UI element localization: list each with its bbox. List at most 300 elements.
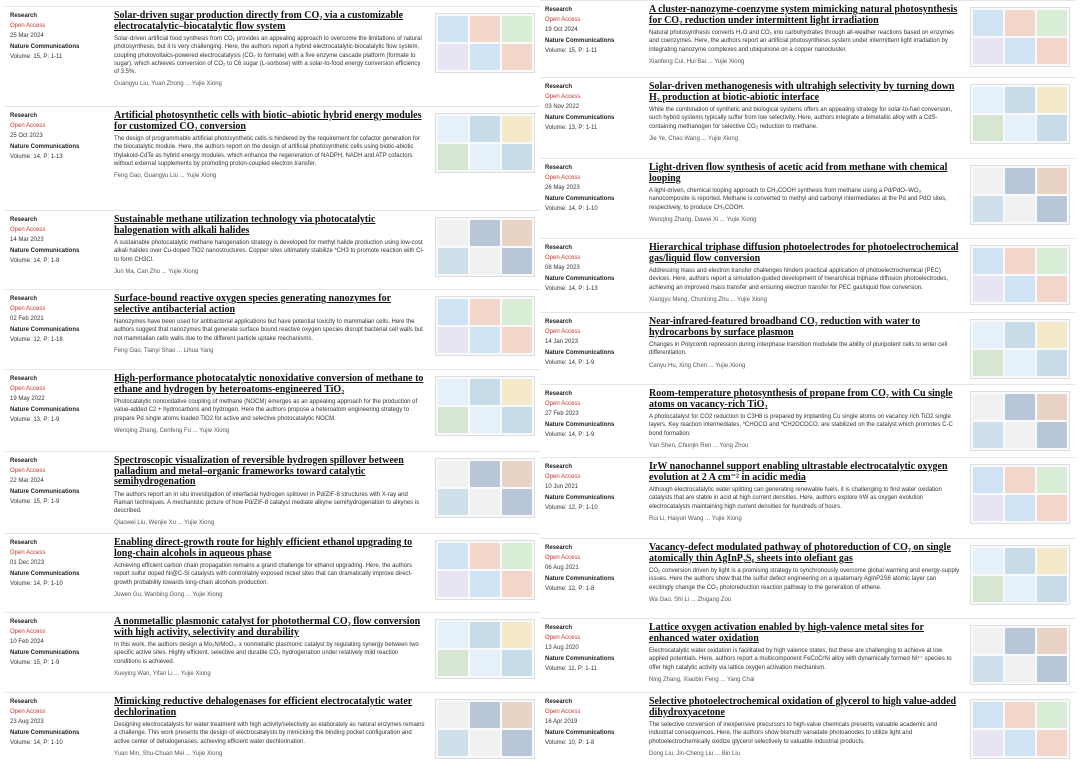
article-abstract: Achieving efficient carbon chain propagation remains a grand challenge for ethanol upgrading. Here, the authors report sulfur doped Ni@C-Si catalysts with controllably exposed nickel sites that can dramatically improve direct-growth probability towards long-chain alcohols production.: [114, 563, 413, 586]
article-thumbnail[interactable]: [435, 113, 535, 173]
thumbnail-figure-panel: [438, 327, 468, 353]
article-abstract: Natural photosynthesis converts H₂O and CO₂ into carbohydrates through all-weather reactions based on enzymes and coenzymes. Here, the authors report an artificial photosynthesis system under intermittent light irradiation by integrating nanozyme complexes and ubiquinone on a copper nanocluster.: [649, 30, 955, 53]
thumbnail-figure-panel: [1005, 115, 1035, 141]
article-type: Research: [10, 619, 38, 625]
journal-name[interactable]: Nature Communications: [545, 494, 615, 501]
article-title-link[interactable]: IrW nanochannel support enabling ultrastable electrocatalytic oxygen evolution at 2 A cm⁻² in acidic media: [649, 461, 948, 483]
right-article-entry: [540, 0, 1075, 65]
thumbnail-figure-panel: [1005, 548, 1035, 574]
publish-date: 16 Apr 2019: [545, 719, 578, 726]
article-title-link[interactable]: Artificial photosynthetic cells with biotic–abiotic hybrid energy modules for customized CO₂ conversion: [114, 110, 422, 132]
thumbnail-figure-panel: [502, 248, 532, 274]
volume-info: Volume: 14, P: 1-10: [545, 205, 598, 212]
thumbnail-figure-panel: [973, 87, 1003, 113]
article-abstract: Designing electrocatalysts for water treatment with high activity/selectivity as elaborately as natural enzymes remains a challenge. This work presents the design of electrocatalysts by mimicking the binding pocket configuration and active center of dehalogenases, achieving efficient water dechlorination.: [114, 722, 425, 745]
article-type: Research: [10, 113, 38, 119]
thumbnail-figure-panel: [1037, 730, 1067, 756]
article-title-link[interactable]: Enabling direct-growth route for highly efficient ethanol upgrading to long-chain alcohols in aqueous phase: [114, 537, 413, 559]
journal-name[interactable]: Nature Communications: [10, 326, 80, 333]
article-thumbnail[interactable]: [970, 391, 1070, 451]
left-article-entry: [5, 210, 540, 275]
thumbnail-figure-panel: [1005, 656, 1035, 682]
open-access-badge[interactable]: Open Access: [545, 635, 581, 642]
journal-name[interactable]: Nature Communications: [545, 575, 615, 582]
article-authors: Yan Shen, Chunjin Ren ... Yong Zhou: [649, 442, 749, 449]
thumbnail-figure-panel: [973, 730, 1003, 756]
volume-info: Volume: 14, P: 1-8: [10, 257, 60, 264]
article-body: [649, 5, 962, 65]
article-thumbnail[interactable]: [435, 699, 535, 759]
journal-name[interactable]: Nature Communications: [10, 649, 80, 656]
article-title-link[interactable]: Light-driven flow synthesis of acetic acid from methane with chemical looping: [649, 162, 948, 184]
thumbnail-figure-panel: [502, 379, 532, 405]
article-authors: Wenqing Zhang, Dawei Xi ... Yujie Xiong: [649, 216, 757, 223]
journal-name[interactable]: Nature Communications: [545, 421, 615, 428]
article-meta: [10, 617, 110, 668]
article-thumbnail[interactable]: [435, 13, 535, 73]
thumbnail-figure-panel: [1037, 10, 1067, 36]
thumbnail-figure-panel: [438, 379, 468, 405]
left-article-entry: [5, 369, 540, 434]
thumbnail-figure-panel: [438, 571, 468, 597]
publish-date: 19 May 2022: [10, 396, 45, 403]
article-authors: Jun Ma, Can Zhu ... Yujie Xiong: [114, 268, 199, 275]
article-body: [649, 317, 962, 369]
thumbnail-figure-panel: [1037, 656, 1067, 682]
article-thumbnail[interactable]: [435, 458, 535, 518]
thumbnail-figure-panel: [1037, 628, 1067, 654]
thumbnail-figure-panel: [973, 495, 1003, 521]
article-authors: Feng Gao, Tianyi Shao ... Lihua Yang: [114, 347, 214, 354]
thumbnail-figure-panel: [973, 548, 1003, 574]
thumbnail-figure-panel: [502, 650, 532, 676]
thumbnail-figure-panel: [973, 10, 1003, 36]
open-access-badge[interactable]: Open Access: [545, 709, 581, 716]
thumbnail-figure-panel: [470, 116, 500, 142]
article-type: Research: [10, 13, 38, 19]
volume-info: Volume: 14, P: 1-10: [10, 739, 63, 746]
thumbnail-figure-panel: [438, 407, 468, 433]
article-thumbnail[interactable]: [970, 165, 1070, 225]
article-thumbnail[interactable]: [970, 319, 1070, 379]
article-title-link[interactable]: Sustainable methane utilization technology via photocatalytic halogenation with alkali halides: [114, 214, 376, 236]
article-thumbnail[interactable]: [970, 245, 1070, 305]
left-article-entry: [5, 692, 540, 757]
thumbnail-figure-panel: [502, 489, 532, 515]
left-article-entry: [5, 612, 540, 677]
article-type: Research: [545, 319, 573, 325]
publish-date: 01 Dec 2023: [10, 560, 45, 567]
left-article-entry: [5, 289, 540, 354]
thumbnail-figure-panel: [502, 461, 532, 487]
volume-info: Volume: 14, P: 1-13: [545, 285, 598, 292]
thumbnail-figure-panel: [1005, 576, 1035, 602]
thumbnail-figure-panel: [1037, 548, 1067, 574]
thumbnail-figure-panel: [502, 116, 532, 142]
thumbnail-figure-panel: [1005, 322, 1035, 348]
article-title-link[interactable]: Surface-bound reactive oxygen species generating nanozymes for selective antibacterial action: [114, 293, 392, 315]
article-authors: Guangyu Liu, Yuan Zhong ... Yujie Xiong: [114, 81, 222, 88]
article-type: Research: [545, 464, 573, 470]
open-access-badge[interactable]: Open Access: [545, 17, 581, 24]
article-abstract: Nanozymes have been used for antibacterial applications but have potential toxicity to mammalian cells. Here the authors suggest that nanozymes that generate surface bound reactive oxygen species disrupt bacterial cell walls but not mammalian cells walls due to the different particle uptake mechanisms.: [114, 319, 423, 342]
article-body: [649, 697, 962, 757]
article-body: [649, 462, 962, 522]
journal-name[interactable]: Nature Communications: [10, 247, 80, 254]
article-authors: Wenqing Zhang, Cenfeng Fu ... Yujie Xiong: [114, 427, 230, 434]
thumbnail-figure-panel: [973, 168, 1003, 194]
article-abstract: Changes in Polycomb repression during interphase transition modulate the ability of pluripotent cells to enter cell differentiation.: [649, 342, 948, 357]
journal-name[interactable]: Nature Communications: [545, 729, 615, 736]
thumbnail-figure-panel: [1005, 467, 1035, 493]
article-body: [649, 82, 962, 142]
thumbnail-figure-panel: [470, 730, 500, 756]
article-authors: Ning Zhang, Xiaobin Feng ... Yang Chai: [649, 676, 755, 683]
article-thumbnail[interactable]: [435, 296, 535, 356]
open-access-badge[interactable]: Open Access: [545, 175, 581, 182]
open-access-badge[interactable]: Open Access: [10, 709, 46, 716]
volume-info: Volume: 12, P: 1-8: [545, 585, 595, 592]
open-access-badge[interactable]: Open Access: [10, 468, 46, 475]
volume-info: Volume: 15, P: 1-9: [10, 659, 60, 666]
thumbnail-figure-panel: [973, 467, 1003, 493]
thumbnail-figure-panel: [973, 322, 1003, 348]
publish-date: 10 Feb 2024: [10, 639, 44, 646]
article-abstract: A light-driven, chemical looping approach to CH₃COOH synthesis from methane using a Pd/PdO–WO₃ nanocomposite is reported. Methane is converted to methyl and carbonyl intermediates at the Pd and PdO sites, respectively, to produce CH₃COOH.: [649, 188, 947, 211]
article-authors: Juwen Gu, Wanbing Gong ... Yujie Xiong: [114, 591, 223, 598]
article-meta: [10, 11, 110, 62]
journal-name[interactable]: Nature Communications: [10, 729, 80, 736]
thumbnail-figure-panel: [438, 248, 468, 274]
thumbnail-figure-panel: [973, 576, 1003, 602]
thumbnail-figure-panel: [973, 350, 1003, 376]
thumbnail-figure-panel: [470, 299, 500, 325]
article-thumbnail[interactable]: [970, 7, 1070, 67]
thumbnail-figure-panel: [1037, 394, 1067, 420]
thumbnail-figure-panel: [438, 299, 468, 325]
article-abstract: Addressing mass and electron transfer challenges hinders practical application of photoelectrochemical (PEC) devices. Here, authors report a simulation-guided development of hierarchical triphase diffusion photoelectrodes, achieving an improved mass transfer and ensuring electron transfer for PEC gas/liquid flow conversion.: [649, 268, 949, 291]
journal-name[interactable]: Nature Communications: [10, 488, 80, 495]
article-meta: [545, 5, 645, 56]
journal-name[interactable]: Nature Communications: [545, 114, 615, 121]
article-type: Research: [545, 699, 573, 705]
left-article-entry: [5, 533, 540, 598]
article-meta: [545, 317, 645, 368]
journal-name[interactable]: Nature Communications: [10, 143, 80, 150]
thumbnail-figure-panel: [438, 543, 468, 569]
article-type: Research: [10, 296, 38, 302]
thumbnail-figure-panel: [470, 622, 500, 648]
article-authors: Feng Gao, Guangyu Liu ... Yujie Xiong: [114, 173, 217, 179]
article-title-link[interactable]: Lattice oxygen activation enabled by high-valence metal sites for enhanced water oxidation: [649, 622, 924, 644]
thumbnail-figure-panel: [502, 327, 532, 353]
right-article-entry: [540, 312, 1075, 369]
thumbnail-figure-panel: [470, 571, 500, 597]
thumbnail-figure-panel: [1037, 38, 1067, 64]
article-thumbnail[interactable]: [435, 540, 535, 600]
thumbnail-figure-panel: [1005, 350, 1035, 376]
article-abstract: While the combination of synthetic and biological systems offers an appealing strategy for solar-to-fuel conversion, such hybrid systems typically suffer from low selectivity. Here, authors integrate a bimetallic alloy with a CdS-containing methanogen for selective CO₂ reduction to methane.: [649, 107, 953, 130]
journal-name[interactable]: Nature Communications: [545, 349, 615, 356]
article-body: [114, 617, 427, 677]
article-title-link[interactable]: Spectroscopic visualization of reversible hydrogen spillover between palladium and metal–organic frameworks toward catalytic semihydrogenation: [114, 455, 404, 488]
article-meta: [10, 215, 110, 266]
article-title-link[interactable]: Near-infrared-featured broadband CO₂ reduction with water to hydrocarbons by surface plasmon: [649, 316, 921, 338]
journal-name[interactable]: Nature Communications: [10, 570, 80, 577]
volume-info: Volume: 14, P: 1-13: [10, 153, 63, 160]
open-access-badge[interactable]: Open Access: [545, 401, 581, 408]
thumbnail-figure-panel: [973, 196, 1003, 222]
right-article-entry: [540, 538, 1075, 603]
thumbnail-figure-panel: [1037, 702, 1067, 728]
thumbnail-figure-panel: [470, 702, 500, 728]
thumbnail-figure-panel: [1037, 350, 1067, 376]
article-title-link[interactable]: Hierarchical triphase diffusion photoelectrodes for photoelectrochemical gas/liquid flow conversion: [649, 242, 959, 264]
article-title-link[interactable]: A cluster-nanozyme-coenzyme system mimicking natural photosynthesis for CO₂ reduction under intermittent light irradiation: [649, 4, 958, 26]
thumbnail-figure-panel: [1005, 248, 1035, 274]
article-type: Research: [545, 545, 573, 551]
article-abstract: Photocatalytic nonoxidative coupling of methane (NOCM) emerges as an appealing approach for the production of value-added C2 + hydrocarbons and hydrogen. Here the authors propose a heteroatom engineering strategy to prepare Pd single atoms loaded TiO2 for active and selective photocatalytic NOCM.: [114, 399, 418, 422]
thumbnail-figure-panel: [470, 650, 500, 676]
article-authors: Canyu Hu, Xing Chen ... Yujie Xiong: [649, 362, 746, 369]
thumbnail-figure-panel: [1005, 168, 1035, 194]
thumbnail-figure-panel: [438, 16, 468, 42]
journal-name[interactable]: Nature Communications: [545, 37, 615, 44]
thumbnail-figure-panel: [973, 422, 1003, 448]
thumbnail-figure-panel: [502, 622, 532, 648]
article-body: [114, 11, 427, 87]
thumbnail-figure-panel: [973, 276, 1003, 302]
article-abstract: A photocatalyst for CO2 reduction to C3H8 is prepared by implanting Cu single atoms on vacancy rich TiO2 single layers. Key reaction intermediates, *CHOCO and *CH2OCOCO, are stabilized on the catalyst which promotes C-C bond formation.: [649, 414, 953, 437]
right-article-entry: [540, 457, 1075, 522]
article-meta: [10, 538, 110, 589]
thumbnail-figure-panel: [1037, 248, 1067, 274]
publish-date: 14 Mar 2023: [10, 237, 44, 244]
right-article-entry: [540, 384, 1075, 449]
volume-info: Volume: 11, P: 1-11: [545, 665, 597, 672]
article-thumbnail[interactable]: [435, 376, 535, 436]
article-meta: [545, 543, 645, 594]
article-type: Research: [10, 540, 38, 546]
article-thumbnail[interactable]: [970, 84, 1070, 144]
article-type: Research: [545, 7, 573, 13]
publish-date: 19 Oct 2024: [545, 27, 578, 34]
volume-info: Volume: 15, P: 1-11: [545, 47, 598, 54]
thumbnail-figure-panel: [973, 394, 1003, 420]
thumbnail-figure-panel: [470, 461, 500, 487]
thumbnail-figure-panel: [1037, 168, 1067, 194]
thumbnail-figure-panel: [438, 702, 468, 728]
right-article-entry: [540, 692, 1075, 757]
article-abstract: Solar-driven artificial food synthesis from CO₂ provides an appealing approach to overcome the limitations of natural photosynthesis, but it is very challenging. Here, the authors report a hybrid electrocatalytic-biocatalytic flow system, coupling photovoltaics-powered electrocatalysis (CO₂ to formate) with a five enzyme cascade platform (formate to sugar), which achieves conversion of CO₂ to C6 sugar (L-sorbose) with a solar-to-food energy conversion efficiency of 3.5%.: [114, 36, 422, 75]
open-access-badge[interactable]: Open Access: [545, 329, 581, 336]
thumbnail-figure-panel: [973, 115, 1003, 141]
journal-name[interactable]: Nature Communications: [10, 43, 80, 50]
article-body: [649, 163, 962, 223]
article-authors: Yuan Min, Shu-Chuan Mei ... Yujie Xiong: [114, 750, 223, 757]
thumbnail-figure-panel: [438, 220, 468, 246]
article-title-link[interactable]: Solar-driven sugar production directly from CO₂ via a customizable electrocatalytic–biocatalytic flow system: [114, 10, 404, 32]
thumbnail-figure-panel: [973, 702, 1003, 728]
article-title-link[interactable]: A nonmetallic plasmonic catalyst for photothermal CO₂ flow conversion with high activity, selectivity and durability: [114, 616, 421, 638]
article-type: Research: [545, 165, 573, 171]
thumbnail-figure-panel: [1005, 628, 1035, 654]
journal-name[interactable]: Nature Communications: [545, 275, 615, 282]
open-access-badge[interactable]: Open Access: [545, 474, 581, 481]
article-meta: [545, 243, 645, 294]
article-thumbnail[interactable]: [970, 545, 1070, 605]
thumbnail-figure-panel: [1005, 394, 1035, 420]
thumbnail-figure-panel: [1037, 322, 1067, 348]
thumbnail-figure-panel: [1005, 495, 1035, 521]
publish-date: 25 Mar 2024: [10, 33, 44, 40]
article-abstract: Electrocatalytic water oxidation is facilitated by high valence states, but these are challenging to achieve at low applied potentials. Here, authors report a multicomponent FeCoCrNi alloy with dynamically formed Ni⁴⁺ species to offer high catalytic activity via lattice oxygen activation mechanism.: [649, 648, 952, 671]
article-body: [649, 543, 962, 603]
thumbnail-figure-panel: [438, 489, 468, 515]
open-access-badge[interactable]: Open Access: [10, 550, 46, 557]
thumbnail-figure-panel: [973, 628, 1003, 654]
thumbnail-figure-panel: [1037, 196, 1067, 222]
thumbnail-figure-panel: [973, 38, 1003, 64]
article-meta: [545, 389, 645, 440]
volume-info: Volume: 12, P: 1-10: [545, 504, 598, 511]
article-type: Research: [545, 391, 573, 397]
thumbnail-figure-panel: [470, 543, 500, 569]
publish-date: 02 Feb 2021: [10, 316, 44, 323]
article-type: Research: [10, 217, 38, 223]
thumbnail-figure-panel: [470, 327, 500, 353]
open-access-badge[interactable]: Open Access: [10, 386, 46, 393]
article-meta: [545, 462, 645, 513]
article-body: [114, 456, 427, 526]
article-title-link[interactable]: Mimicking reductive dehalogenases for efficient electrocatalytic water dechlorination: [114, 696, 413, 718]
article-meta: [545, 697, 645, 748]
thumbnail-figure-panel: [438, 116, 468, 142]
article-body: [114, 294, 427, 354]
open-access-badge[interactable]: Open Access: [10, 306, 46, 313]
volume-info: Volume: 12, P: 1-18: [10, 336, 63, 343]
thumbnail-figure-panel: [470, 144, 500, 170]
article-title-link[interactable]: Room-temperature photosynthesis of propane from CO₂ with Cu single atoms on vacancy-rich TiO₂: [649, 388, 953, 410]
article-thumbnail[interactable]: [970, 699, 1070, 759]
article-type: Research: [545, 625, 573, 631]
thumbnail-figure-panel: [1037, 115, 1067, 141]
thumbnail-figure-panel: [1037, 467, 1067, 493]
article-body: [114, 111, 427, 179]
article-title-link[interactable]: Solar-driven methanogenesis with ultrahigh selectivity by turning down H₂ production at biotic-abiotic interface: [649, 81, 955, 103]
article-authors: Dong Liu, Jin-Cheng Liu ... Bin Liu: [649, 750, 741, 757]
article-type: Research: [10, 458, 38, 464]
article-meta: [545, 82, 645, 133]
publish-date: 25 Oct 2023: [10, 133, 43, 140]
volume-info: Volume: 14, P: 1-9: [545, 431, 595, 438]
left-article-entry: [5, 6, 540, 88]
article-meta: [10, 456, 110, 507]
left-article-entry: [5, 106, 540, 179]
volume-info: Volume: 10, P: 1-8: [545, 739, 595, 746]
article-thumbnail[interactable]: [970, 464, 1070, 524]
open-access-badge[interactable]: Open Access: [545, 94, 581, 101]
thumbnail-figure-panel: [470, 248, 500, 274]
open-access-badge[interactable]: Open Access: [545, 255, 581, 262]
thumbnail-figure-panel: [1037, 495, 1067, 521]
right-article-entry: [540, 158, 1075, 223]
thumbnail-figure-panel: [470, 489, 500, 515]
thumbnail-figure-panel: [1005, 87, 1035, 113]
thumbnail-figure-panel: [1005, 702, 1035, 728]
article-type: Research: [545, 84, 573, 90]
open-access-badge[interactable]: Open Access: [10, 227, 46, 234]
article-body: [114, 215, 427, 275]
article-meta: [10, 374, 110, 425]
article-thumbnail[interactable]: [435, 217, 535, 277]
thumbnail-figure-panel: [502, 571, 532, 597]
open-access-badge[interactable]: Open Access: [10, 629, 46, 636]
volume-info: Volume: 13, P: 1-9: [10, 416, 60, 423]
open-access-badge[interactable]: Open Access: [10, 23, 46, 30]
thumbnail-figure-panel: [1037, 576, 1067, 602]
publish-date: 03 Nov 2022: [545, 104, 580, 111]
article-meta: [10, 294, 110, 345]
right-article-entry: [540, 77, 1075, 142]
article-meta: [545, 163, 645, 214]
article-thumbnail[interactable]: [435, 619, 535, 679]
publish-date: 22 Mar 2024: [10, 478, 44, 485]
article-body: [649, 389, 962, 449]
publish-date: 23 Aug 2023: [10, 719, 44, 726]
article-abstract: Although electrocatalytic water splitting can generating renewable fuels, it is challenging to find water oxidation catalysts that are stable in acid at high current densities. Here, authors explore IrW as oxygen evolution electrocatalysts maintaining high current densities for hundreds of hours.: [649, 487, 942, 510]
article-authors: Xiaofeng Cui, Hui Bai ... Yujie Xiong: [649, 58, 745, 65]
article-meta: [10, 111, 110, 162]
publish-date: 06 Aug 2021: [545, 565, 579, 572]
open-access-badge[interactable]: Open Access: [10, 123, 46, 130]
thumbnail-figure-panel: [470, 44, 500, 70]
article-authors: Jie Ye, Chao Wang ... Yujie Xiong: [649, 135, 739, 142]
journal-name[interactable]: Nature Communications: [545, 655, 615, 662]
publish-date: 27 Feb 2023: [545, 411, 579, 418]
thumbnail-figure-panel: [1037, 276, 1067, 302]
article-title-link[interactable]: Selective photoelectrochemical oxidation of glycerol to high value-added dihydroxyacetone: [649, 696, 957, 718]
article-abstract: CO₂ conversion driven by light is a promising strategy to synchronously overcome global warming and energy-supply issues. Here the authors show that the sulfur defect engineering on a quaternary AgInP2S6 atomic layer can excitingly change the CO₂ photoreduction reaction pathway to the generation of ethene.: [649, 568, 960, 591]
publish-date: 10 Jun 2021: [545, 484, 579, 491]
publish-date: 08 May 2023: [545, 265, 580, 272]
thumbnail-figure-panel: [1037, 87, 1067, 113]
thumbnail-figure-panel: [1005, 422, 1035, 448]
article-abstract: The authors report an in situ investigation of interfacial hydrogen spillover in Pd/ZIF-8 structures with X-ray and Raman techniques. A mechanistic picture of how Pd/ZIF-8 catalyst mediate alkyne semihydrogenation to alkynes is described.: [114, 491, 420, 515]
journal-name[interactable]: Nature Communications: [10, 406, 80, 413]
right-article-entry: [540, 618, 1075, 683]
left-article-entry: [5, 451, 540, 527]
open-access-badge[interactable]: Open Access: [545, 555, 581, 562]
thumbnail-figure-panel: [502, 702, 532, 728]
article-body: [649, 243, 962, 303]
thumbnail-figure-panel: [973, 656, 1003, 682]
thumbnail-figure-panel: [438, 622, 468, 648]
thumbnail-figure-panel: [973, 248, 1003, 274]
journal-name[interactable]: Nature Communications: [545, 195, 615, 202]
article-title-link[interactable]: Vacancy-defect modulated pathway of photoreduction of CO₂ on single atomically thin AgInP₂S₆ sheets into olefiant gas: [649, 542, 951, 564]
article-authors: Rui Li, Haiyun Wang ... Yujie Xiong: [649, 515, 742, 522]
right-article-entry: [540, 238, 1075, 303]
article-thumbnail[interactable]: [970, 625, 1070, 685]
article-type: Research: [545, 245, 573, 251]
article-authors: Xiangyu Meng, Chuntong Zhu ... Yujie Xiong: [649, 296, 767, 303]
thumbnail-figure-panel: [502, 144, 532, 170]
volume-info: Volume: 15, P: 1-9: [10, 498, 60, 505]
thumbnail-figure-panel: [502, 220, 532, 246]
article-title-link[interactable]: High-performance photocatalytic nonoxidative conversion of methane to ethane and hydrogen by heteroatoms-engineered TiO₂: [114, 373, 424, 395]
publish-date: 14 Jan 2023: [545, 339, 579, 346]
